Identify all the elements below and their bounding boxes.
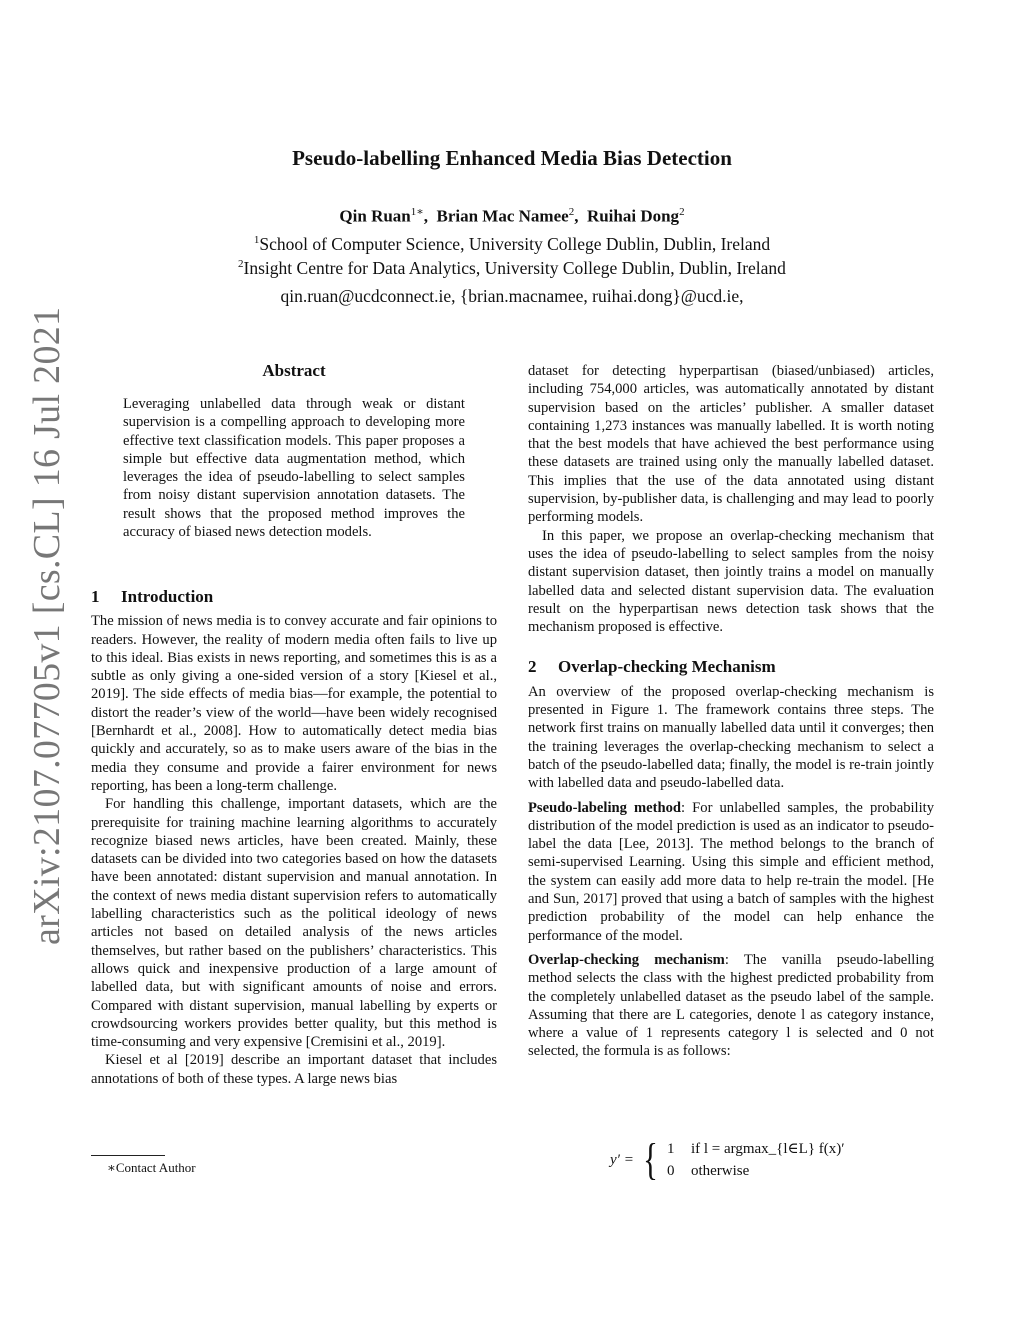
author-emails: qin.ruan@ucdconnect.ie, {brian.macnamee, ruihai.dong}@ucd.ie, <box>280 286 744 306</box>
affiliation-1: $^1$School of Computer Science, University College Dublin, Dublin, Ireland <box>253 234 771 254</box>
section2-paragraph-3: Overlap-checking mechanism: The vanilla pseudo-labelling method selects the class with the highest predicted probability from the completely unlabelled dataset as the pseudo label of the sample. Assuming that there are L categories, denote l as category instance, where a value of 1 represents category l is selected and 0 not selected, the formula is as follows: <box>528 951 935 1060</box>
section-heading-introduction: 1 Introduction <box>91 587 214 606</box>
equation-case-1: 1 if l = argmax_{l∈L} f(x)′ <box>666 1141 845 1157</box>
author-list: Qin Ruan$^{1∗}$, Brian Mac Namee$^2$, Ruihai Dong$^2$ <box>339 206 685 226</box>
equation-cases <box>667 1138 845 1182</box>
right-column <box>528 362 934 1061</box>
intro-paragraph-3: Kiesel et al [2019] describe an important dataset that includes annotations of both of these types. A large news bias <box>91 1052 497 1087</box>
footnote-rule <box>91 1155 165 1156</box>
abstract-heading: Abstract <box>262 361 326 380</box>
author-name: Qin Ruan <box>339 206 411 226</box>
section-heading-overlap: 2 Overlap-checking Mechanism <box>528 657 776 677</box>
equation-lhs: y′ = <box>610 1151 634 1168</box>
intro-paragraph-2: For handling this challenge, important datasets, which are the prerequisite for training machine learning algorithms to accurately recognize biased news articles, have been created. Mainly, these datasets can be divided into two categories based on how the datasets have been annotated: distant supervision and manual annotation. In the context of news media distant supervision refers to automatically labelling characteristics such as the political ideology of news articles not based on detailed analysis of the news articles themselves, but rather based on the publishers’ characteristics. This allows quick and inexpensive production of a large amount of labelled data, but with significant amounts of noise and errors. Compared with distant supervision, manual labelling by experts or crowdsourcing workers provides better quality, but this method is time-consuming and very expensive [Cremisini et al., 2019]. <box>91 796 497 1051</box>
right-paragraph-1: dataset for detecting hyperpartisan (biased/unbiased) articles, including 754,000 articles, was automatically annotated by distant supervision based on the articles’ publisher. A smaller dataset containing 1,273 instances was manually labelled. It is worth noting that the best models that have achieved the best performance using these datasets are trained using only the manually labelled dataset. This implies that the use of the data annotated using distant supervision, by-publisher data, is challenging and may lead to poorly performing models. <box>528 363 934 526</box>
intro-paragraph-1: The mission of news media is to convey accurate and fair opinions to readers. However, the reality of modern media often fails to live up to this ideal. Bias exists in news reporting, and sometimes this is as a subtle as only giving a one-sided version of a story [Kiesel et al., 2019]. The side effects of media bias—for example, the potential to distort the reader’s view of the world—have been widely recognised [Bernhardt et al., 2008]. How to automatically detect media bias quickly and accurately, so as to make users aware of the bias in the media they consume and provide a fairer environment for news reporting, has been a long-term challenge. <box>91 613 497 794</box>
arxiv-identifier: arXiv:2107.07705v1 [cs.CL] 16 Jul 2021 <box>26 306 68 945</box>
author-name: Ruihai Dong <box>586 206 680 226</box>
author-mark: 1∗ <box>410 206 424 218</box>
equation-brace: { <box>642 1135 658 1184</box>
author-name: Brian Mac Namee <box>436 206 569 226</box>
section2-paragraph-2: Pseudo-labeling method: For unlabelled samples, the probability distribution of the model prediction is used as an indicator to pseudo-label the data [Lee, 2013]. The method belongs to the branch of semi-supervised Learning. Using this simple and efficient method, the system can easily add more data to help re-train the model. [He and Sun, 2017] proved that using a batch of samples with the highest prediction probability of the model can help enhance the performance of the model. <box>528 799 935 944</box>
paper-title: Pseudo-labelling Enhanced Media Bias Detection <box>292 146 732 170</box>
author-mark: 2 <box>568 206 575 218</box>
abstract-text: Leveraging unlabelled data through weak or distant supervision is a compelling approach to developing more effective text classification models. This paper proposes a simple but effective data augmentation method, which leverages the idea of pseudo-labelling to select samples from noisy distant supervision annotation datasets. The result shows that the proposed method improves the accuracy of biased news detection models. <box>123 396 465 541</box>
author-mark: 2 <box>679 206 685 218</box>
equation-case-2: 0 otherwise <box>666 1163 750 1179</box>
left-column <box>91 588 497 1088</box>
section2-paragraph-1: An overview of the proposed overlap-checking mechanism is presented in Figure 1. The framework contains three steps. The network first trains on manually labelled data until it converges; then the training leverages the overlap-checking mechanism to select a batch of the pseudo-labelled data; finally, the model is re-train jointly with labelled data and pseudo-labelled data. <box>528 683 934 792</box>
pseudo-label-equation <box>610 1135 845 1184</box>
right-paragraph-2: In this paper, we propose an overlap-checking mechanism that uses the idea of pseudo-labelling to select samples from the noisy distant supervision dataset, then jointly trains a model on manually labelled data and selected distant supervision data. The evaluation result on the hyperpartisan news detection task shows that the mechanism proposed is effective. <box>528 527 934 636</box>
affiliation-2: $^2$Insight Centre for Data Analytics, University College Dublin, Dublin, Ireland <box>238 258 786 278</box>
footnote: ∗Contact Author <box>107 1160 196 1175</box>
